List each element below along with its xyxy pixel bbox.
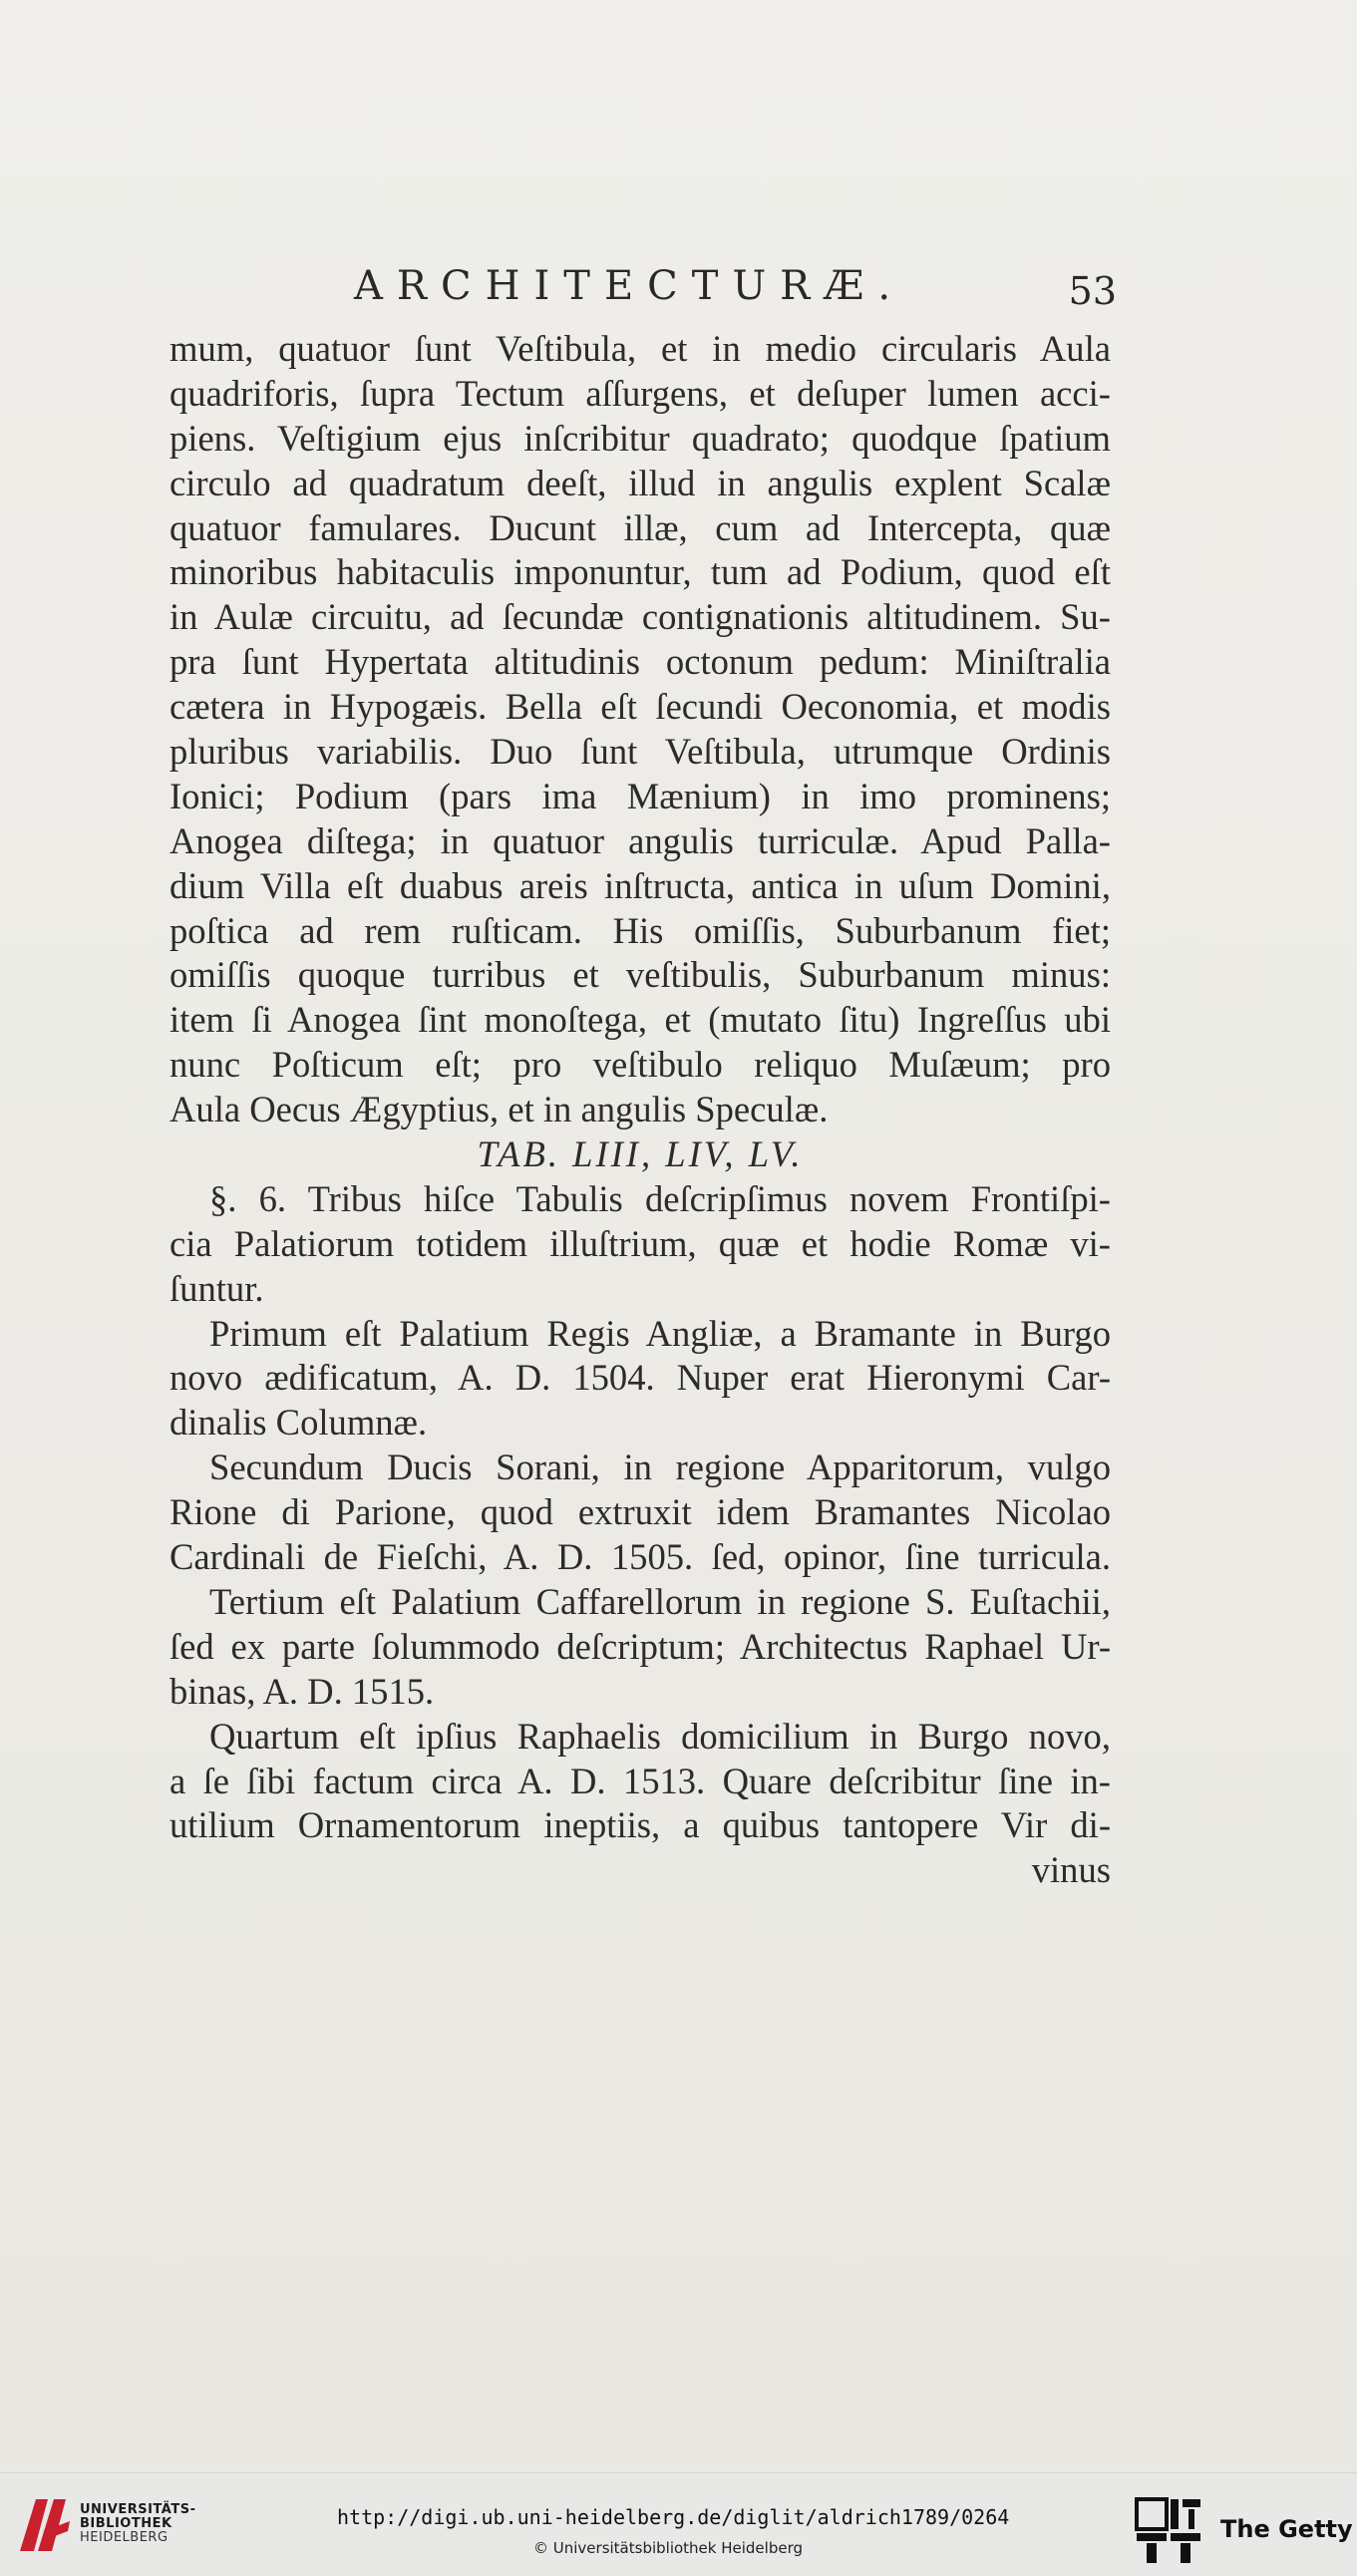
plate-heading: TAB. LIII, LIV, LV. <box>477 1133 804 1175</box>
text-line: ſed ex parte ſolummodo deſcriptum; Architectus Raphael Ur- <box>170 1625 1111 1667</box>
text-line: circulo ad quadratum deeſt, illud in angulis explent Scalæ <box>170 462 1111 503</box>
text-line: §. 6. Tribus hiſce Tabulis deſcripſimus novem Frontiſpi- <box>209 1177 1111 1219</box>
text-line: vinus <box>1031 1849 1111 1891</box>
permalink-url[interactable]: http://digi.ub.uni-heidelberg.de/diglit/aldrich1789/0264 <box>337 2505 1010 2529</box>
text-line: a ſe ſibi factum circa A. D. 1513. Quare deſcribitur ſine in- <box>170 1760 1111 1801</box>
university-library-logo-icon <box>14 2491 74 2557</box>
copyright-notice: © Universitätsbibliothek Heidelberg <box>533 2539 804 2557</box>
text-line: omiſſis quoque turribus et veſtibulis, Suburbanum minus: <box>170 954 1111 996</box>
text-line: Quartum eſt ipſius Raphaelis domicilium in Burgo novo, <box>209 1715 1111 1757</box>
text-line: Ionici; Podium (pars ima Mænium) in imo prominens; <box>170 775 1111 816</box>
text-line: mum, quatuor ſunt Veſtibula, et in medio circularis Aula <box>170 328 1111 369</box>
text-line: quadriforis, ſupra Tectum aſſurgens, et deſuper lumen acci- <box>170 372 1111 414</box>
text-line: novo ædificatum, A. D. 1504. Nuper erat Hieronymi Car- <box>170 1357 1111 1399</box>
body-text <box>170 327 1111 1893</box>
text-line: Primum eſt Palatium Regis Angliæ, a Bramante in Burgo <box>209 1312 1111 1354</box>
text-line: Anogea diſtega; in quatuor angulis turriculæ. Apud Palla- <box>170 819 1111 861</box>
university-line-2: BIBLIOTHEK <box>80 2516 172 2531</box>
text-line: cia Palatiorum totidem illuſtrium, quæ et hodie Romæ vi- <box>170 1222 1111 1264</box>
university-name <box>80 2503 195 2545</box>
running-header <box>170 261 1117 321</box>
university-line-1: UNIVERSITÄTS- <box>80 2502 196 2517</box>
text-line: dium Villa eſt duabus areis inſtructa, antica in uſum Domini, <box>170 864 1111 906</box>
text-line: Aula Oecus Ægyptius, et in angulis Speculæ. <box>170 1089 829 1130</box>
text-line: quatuor famulares. Ducunt illæ, cum ad Intercepta, quæ <box>170 506 1111 548</box>
text-line: Secundum Ducis Sorani, in regione Apparitorum, vulgo <box>209 1447 1111 1488</box>
text-line: binas, A. D. 1515. <box>170 1670 435 1712</box>
text-line: dinalis Columnæ. <box>170 1402 428 1444</box>
getty-logo-icon <box>1135 2497 1202 2565</box>
university-line-3: HEIDELBERG <box>80 2530 169 2545</box>
page-number: 53 <box>1068 269 1117 313</box>
text-line: in Aulæ circuitu, ad ſecundæ contignationis altitudinem. Su- <box>170 596 1111 638</box>
getty-label: The Getty <box>1220 2515 1353 2543</box>
text-line: piens. Veſtigium ejus inſcribitur quadrato; quodque ſpatium <box>170 417 1111 459</box>
text-line: cætera in Hypogæis. Bella eſt ſecundi Oeconomia, et modis <box>170 686 1111 728</box>
text-line: nunc Poſticum eſt; pro veſtibulo reliquo Muſæum; pro <box>170 1044 1111 1086</box>
text-line: minoribus habitaculis imponuntur, tum ad Podium, quod eſt <box>170 551 1111 593</box>
text-line: poſtica ad rem ruſticam. His omiſſis, Suburbanum fiet; <box>170 909 1111 951</box>
text-line: item ſi Anogea ſint monoſtega, et (mutato ſitu) Ingreſſus ubi <box>170 999 1111 1041</box>
text-line: pra ſunt Hypertata altitudinis octonum pedum: Miniſtralia <box>170 641 1111 683</box>
footer-bar <box>0 2472 1357 2576</box>
text-line: Tertium eſt Palatium Caffarellorum in regione S. Euſtachii, <box>209 1580 1111 1622</box>
running-title: ARCHITECTURÆ. <box>354 263 905 309</box>
text-line: Rione di Parione, quod extruxit idem Bramantes Nicolao <box>170 1491 1111 1533</box>
text-line: utilium Ornamentorum ineptiis, a quibus tantopere Vir di- <box>170 1804 1111 1846</box>
text-line: ſuntur. <box>170 1267 264 1309</box>
text-line: Cardinali de Fieſchi, A. D. 1505. ſed, opinor, ſine turricula. <box>170 1536 1111 1578</box>
text-line: pluribus variabilis. Duo ſunt Veſtibula, utrumque Ordinis <box>170 731 1111 773</box>
